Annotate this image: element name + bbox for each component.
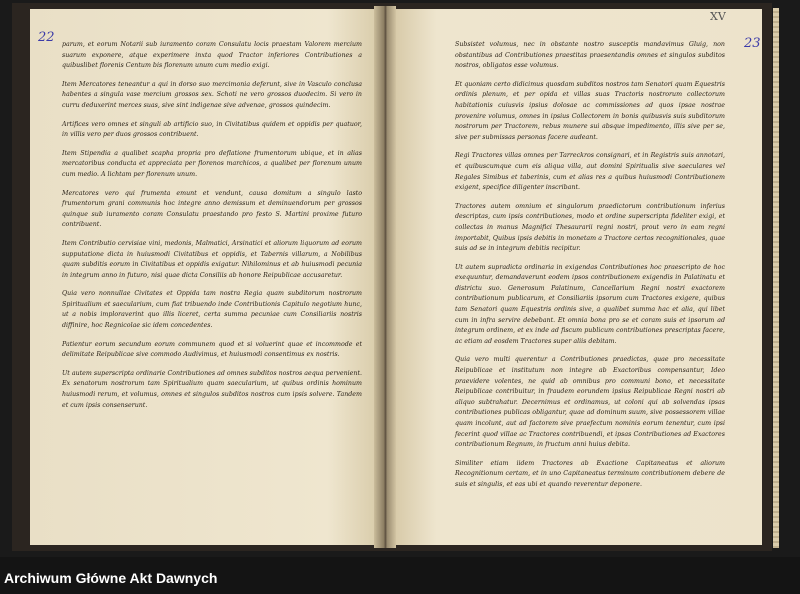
folio-number-right: 23 bbox=[744, 36, 761, 51]
paragraph: Patientur eorum secundum eorum communem quod et si voluerint quae et incommode et delimitate Reipublicae sive commodo Audivimus, et huiusmodi consentimus ex nostris. bbox=[62, 340, 362, 359]
page-edges bbox=[773, 8, 779, 548]
paragraph: Regi Tractores villas omnes per Tarreckros consignari, et in Registris suis annotari, et quibuscumque cum eis aliqua villa, aut domini Spiritualis sive saeculares vel Regales Simibus et taberinis, cum et alias res a quibus huiusmodi Contributionem exigent, specifice diligenter inscribant. bbox=[455, 152, 725, 192]
paragraph: Tractores autem omnium et singulorum praedictorum contributionum inferius descriptas, cum ipsis contributiones, modo et ordine superscripta fideliter exigi, et collectas in manus Magnifici Thesaurarii regni nostri, prout vero in eam regni importabit, Quibus ipsis debitis in monetam a Tractore certos recognitionales, quae suis ad se in integrum debitis recipitur. bbox=[455, 202, 725, 253]
paragraph: parum, et eorum Notarii sub iuramento coram Consulatu locis praestam Valorem mercium suarum exponere, atque experimere inxta quod Tractor inferiores Contributiones a quibuslibet florenis Centum bis florenum unum cum medio exigi. bbox=[62, 41, 362, 70]
paragraph: Quia vero multi querentur a Contributiones praedictas, quae pro necessitate Reipublicae et institutum non integre ab Exactoribus compensantur, Ideo praevidere volentes, ne quid ab omnibus pro communi bono, et necessitate Reipublicae contribuitur, in fraudem eorundem ipsius Reipublicae Regni nostri ab aliquo subtrahatur. Decernimus et ordinamus, ut coloni qui ab solvendas ipsas contributiones publicas obligantur, quae ad dominum suum, sive possessorem villae quam incolunt, aut ad factorem sive praefectum nominis eorum tenentur, cum ipsi fecerint quod villae ac Tractores contribuendi, et ipsas Contributiones ad Exactores contributionum Regnum, in fructum anni huius debita. bbox=[455, 356, 725, 449]
folio-number-left: 22 bbox=[38, 30, 55, 45]
archive-caption: Archiwum Główne Akt Dawnych bbox=[4, 570, 218, 586]
paragraph: Item Contributio cervisiae vini, medonis, Malmatici, Arsinatici et aliorum liquorum ad eorum supputatione dicta in huiusmodi Civitatibus et oppidis, et Tabernis villarum, a Nobilibus quam subditis eorum in Civitatibus et oppidis exigatur. Nihilominus et ab huiusmodi pecunia in integrum anno in futuro, nisi quae dicta Consiliis ab honore Reipublicae accusaretur. bbox=[62, 239, 362, 279]
folio-roman-numeral: XV bbox=[710, 10, 726, 23]
paragraph: Item Stipendia a qualibet scapha propria pro deflatione frumentorum ubique, et in alias mercatoribus conducta et appreciata per florenos marchicos, a qualibet per florenum unum cum medio. A lichtam per florenum unum. bbox=[62, 149, 362, 178]
paragraph: Quia vero nonnullae Civitates et Oppida tam nostra Regia quam subditorum nostrorum Spiritualium et saecularium, cum fiat tribuendo inde Contributionis Capitulo negotium hunc, ut a nobis imploraverint quo illis liceret, certa summa pecuniae cum Consiliariis nostris diffinire, hoc Regnicolae sic idem concedentes. bbox=[62, 290, 362, 330]
paragraph: Artifices vero omnes et singuli ab artificio suo, in Civitatibus quidem et oppidis per quatuor, in villis vero per duos grossos contribuent. bbox=[62, 120, 362, 139]
book-gutter bbox=[374, 6, 396, 548]
paragraph: Item Mercatores teneantur a qui in dorso suo mercimonia deferunt, sive in Vasculo conclusa habentes a singula vase mercium grossos sex. Schoti ne vero grossos duodecim. Si vero in curru deduxerint merces suas, sive sint indigenae sive advenae, grossos quindecim. bbox=[62, 80, 362, 109]
left-page-text bbox=[62, 40, 362, 419]
paragraph: Ut autem superscripta ordinarie Contributiones ad omnes subditos nostros aequa pervenient. Ex senatorum nostrorum tam Spiritualium quam saecularium, ut quibus ordinis hominum huiusmodi rerum, et volumus, omnes et singulos subditos nostros cum ipsis solvere. Tandem et cum ipsis consenserunt. bbox=[62, 369, 362, 409]
paragraph: Et quoniam certo didicimus quosdam subditos nostros tam Senatori quam Equestris ordinis plenum, et per opida et villas suas Tractoris nostrorum collectorum habitationis cuiusvis ipsius dolosae ac commissiones ad quos ipsae nostrae provenire volumus, omnes in ipsius Collectorem in bonis quibusvis suis subditorum nostrorum per Tractorem, rebus munere sui absque impedimento, illis sive per se, sive per submissas personas facere audeant. bbox=[455, 80, 725, 141]
paragraph: Similiter etiam iidem Tractores ab Exactione Capitaneatus et aliorum Recognitionum certam, et in uno Capitaneatus terminum contributionem debere de suis et singulis, et eas ubi et quando reverentur deponere. bbox=[455, 459, 725, 488]
paragraph: Subsistet volumus, nec in obstante nostro susceptis mandavimus Gluig, non obstantibus ad Contributiones praestitas praesentandis omnes et singulos subditos nostros, obligatos esse volumus. bbox=[455, 41, 725, 70]
right-page-text bbox=[455, 40, 725, 499]
paragraph: Mercatores vero qui frumenta emunt et vendunt, causa domitum a singulo lasto frumentorum grani communis hoc integre anno demissum et deminuendorum per grossos quinque sub iuramento coram Consulatu praestando pro festo S. Martini proxime futuro contribuent. bbox=[62, 189, 362, 229]
paragraph: Ut autem supradicta ordinaria in exigendas Contributiones hoc praescripto de hoc exequuntur, demandaverunt eodem ipsos contributionem exigendis in Palatinatu et districtu suo. Generosum Palatinum, Cancellarium Regni nostri exactorem contributionum publicarum, et Consiliariis ipsorum cum Tractores exigere, quibus tam Senatori quam Equestris ordinis sive, a qualibet summa hac et alia, qui libet cum in infra servire debebant. Et omnia bona pro se et coram suis et ipsorum ad integrum ordinem, et ex inde ad fiscum publicum contributiones prescriptas facere, ac etiam ad eosdem Tractores super aliis debitam. bbox=[455, 263, 725, 345]
